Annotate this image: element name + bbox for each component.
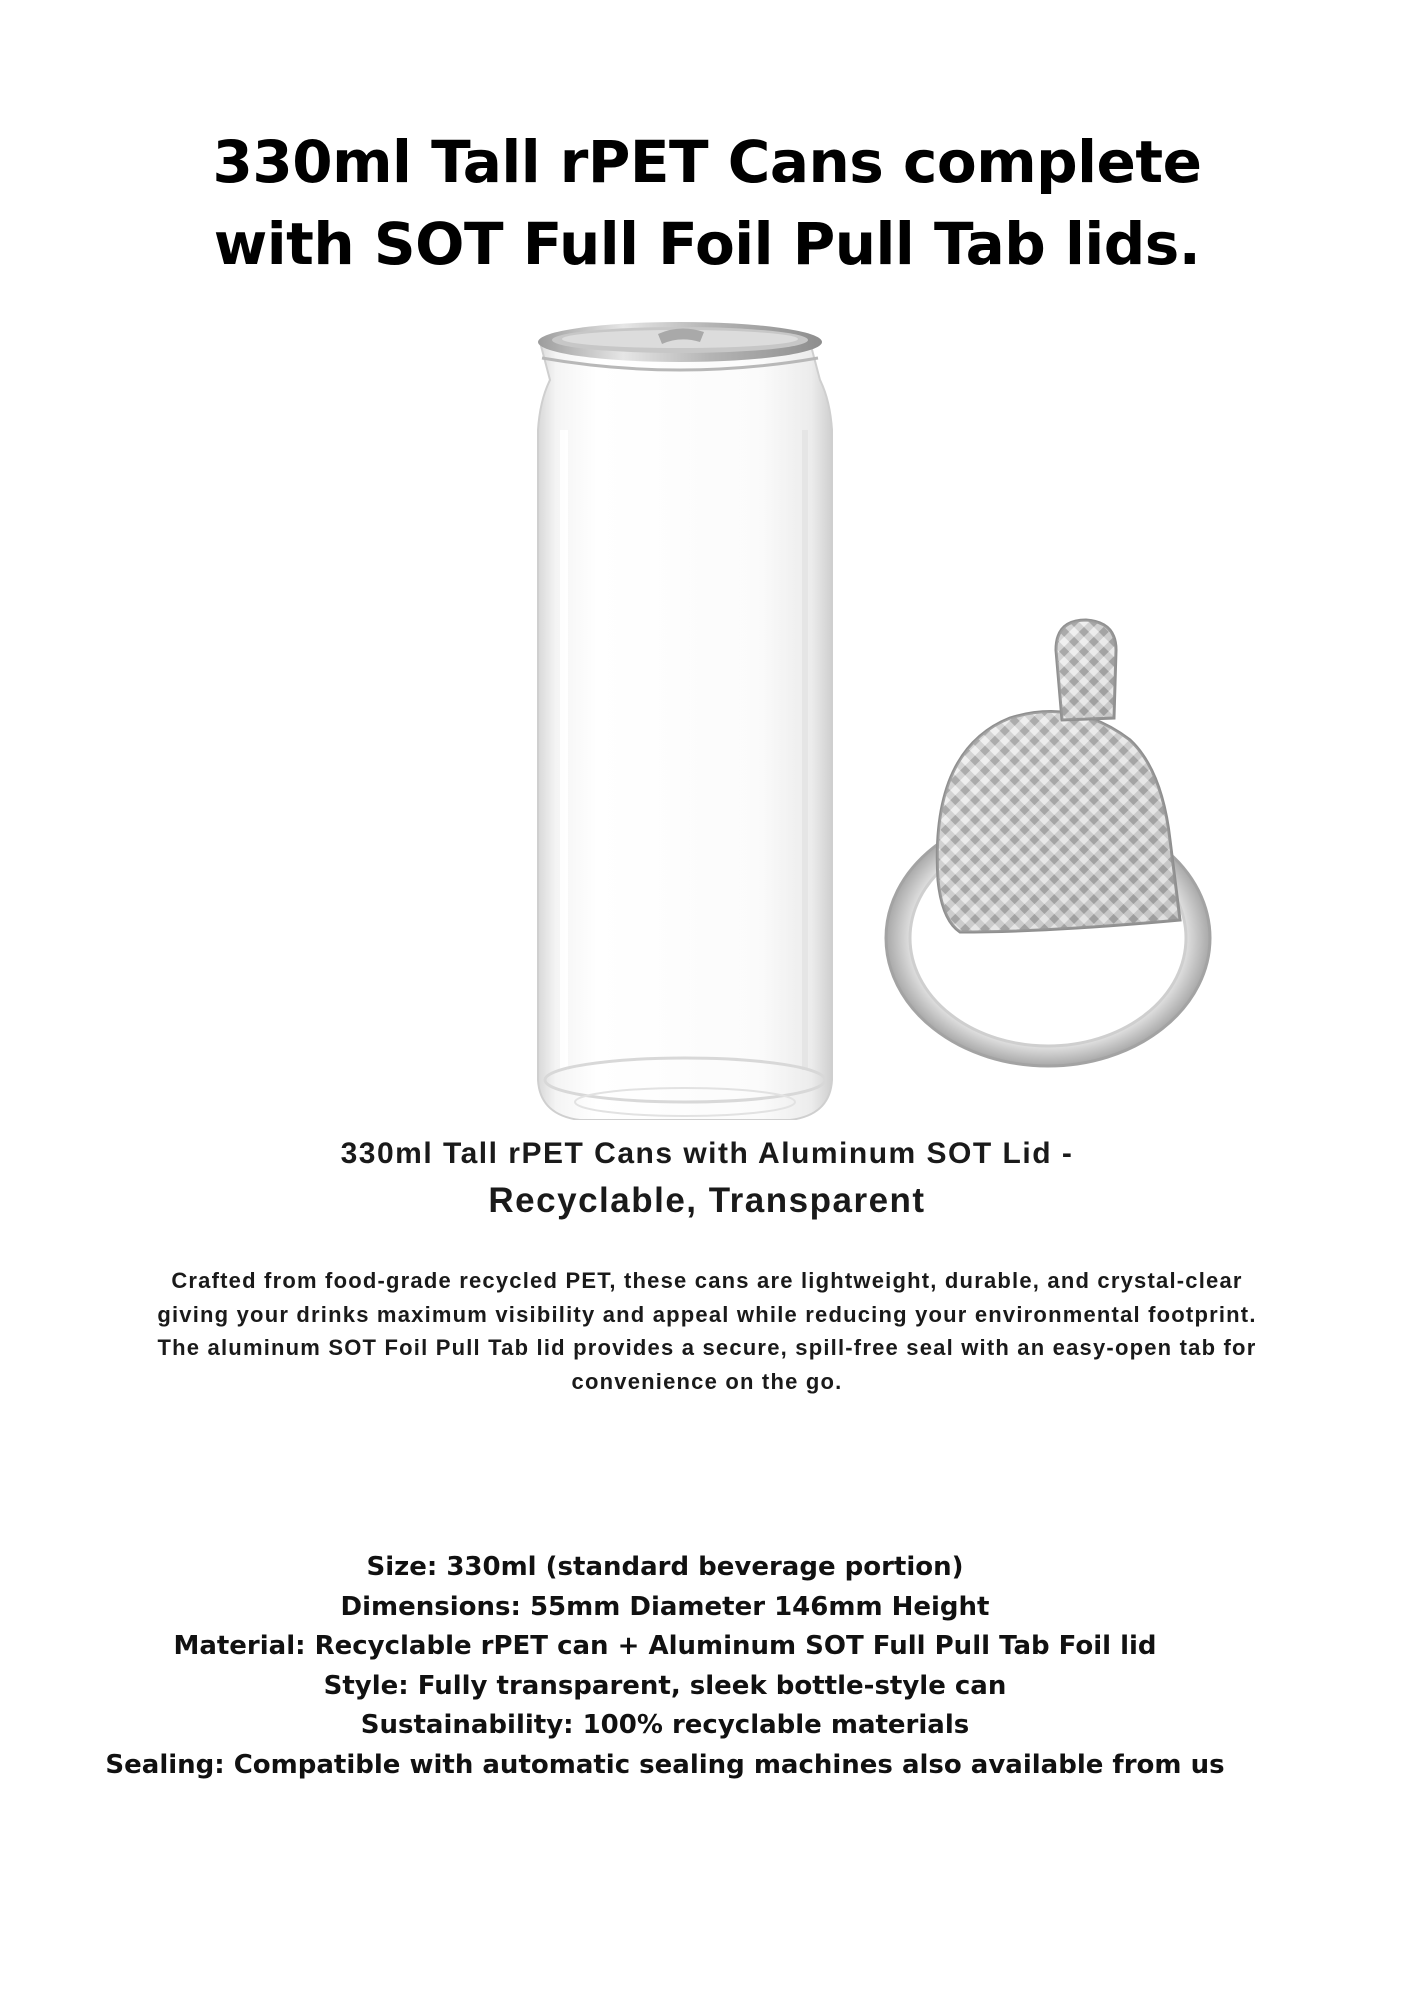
- product-description: [90, 1264, 1324, 1398]
- description-line: Crafted from food-grade recycled PET, these cans are lightweight, durable, and crystal-clear: [171, 1268, 1243, 1293]
- spec-size: Size: 330ml (standard beverage portion): [366, 1552, 964, 1582]
- spec-sustainability: Sustainability: 100% recyclable materials: [360, 1710, 970, 1740]
- spec-style: Style: Fully transparent, sleek bottle-style can: [323, 1670, 1007, 1701]
- subtitle-line-1: 330ml Tall rPET Cans with Aluminum SOT Lid -: [340, 1137, 1074, 1170]
- description-line: convenience on the go.: [571, 1368, 843, 1394]
- page-title: [0, 121, 1414, 285]
- description-line: The aluminum SOT Foil Pull Tab lid provides a secure, spill-free seal with an easy-open tab for: [157, 1335, 1257, 1360]
- spec-dimensions: Dimensions: 55mm Diameter 146mm Height: [340, 1591, 990, 1622]
- spec-material: Material: Recyclable rPET can + Aluminum SOT Full Pull Tab Foil lid: [173, 1631, 1157, 1661]
- spec-list: [0, 1548, 1330, 1785]
- sot-lid-illustration: [886, 620, 1210, 1066]
- spec-sealing: Sealing: Compatible with automatic sealing machines also available from us: [105, 1749, 1225, 1780]
- product-image: [490, 320, 1250, 1120]
- can-illustration: [538, 322, 832, 1120]
- product-subtitle: [0, 1132, 1414, 1226]
- subtitle-line-2: Recyclable, Transparent: [488, 1181, 926, 1220]
- page-title-line-1: 330ml Tall rPET Cans complete: [212, 127, 1202, 196]
- description-line: giving your drinks maximum visibility and appeal while reducing your environmental footprint.: [157, 1301, 1257, 1327]
- page-title-line-2: with SOT Full Foil Pull Tab lids.: [213, 209, 1201, 278]
